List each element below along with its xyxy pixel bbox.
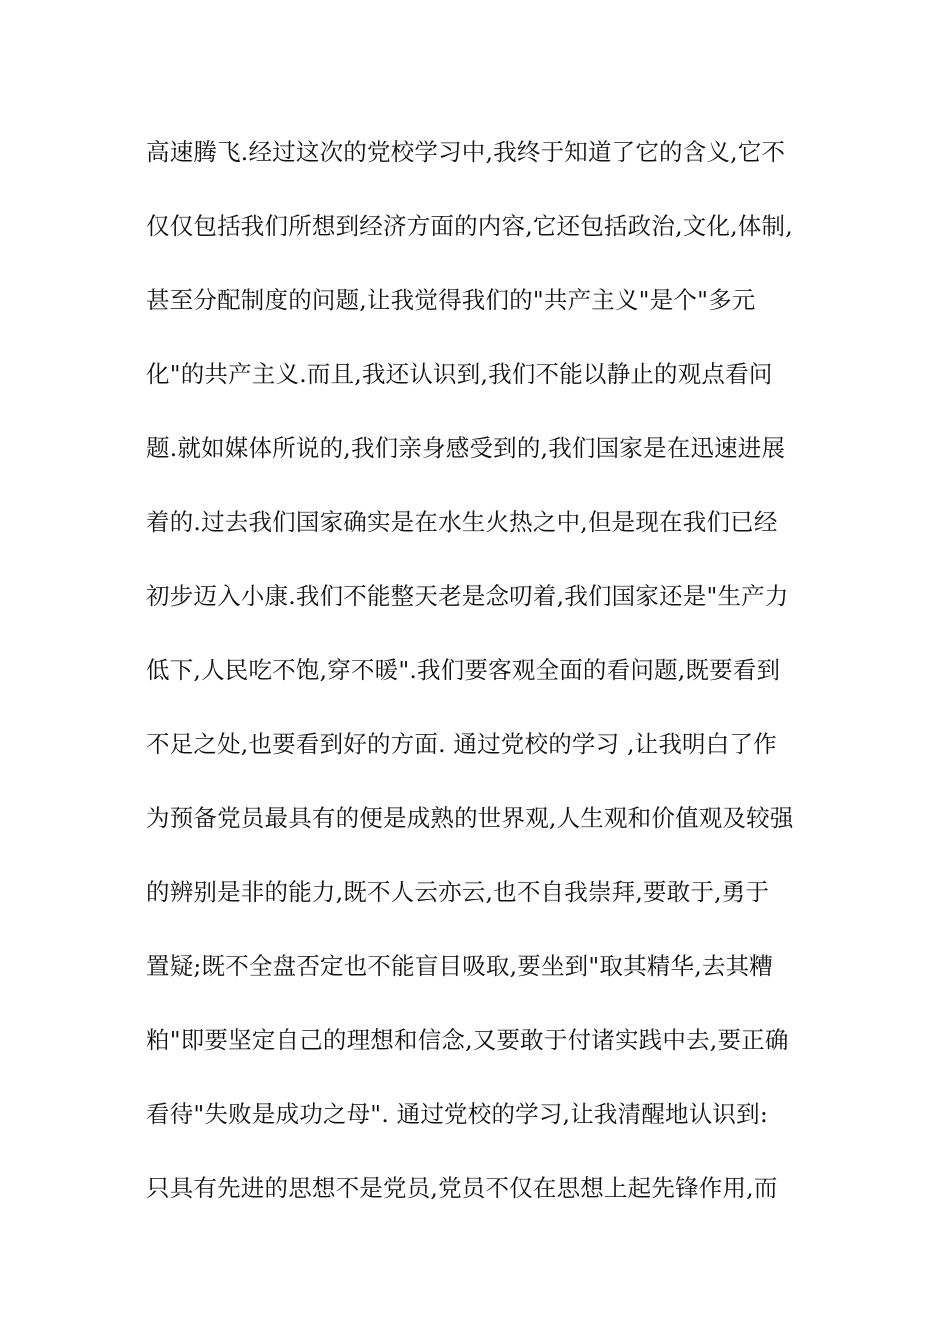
- text-line: 题.就如媒体所说的,我们亲身感受到的,我们国家是在迅速进展: [146, 434, 786, 462]
- text-line: 化"的共产主义.而且,我还认识到,我们不能以静止的观点看问: [146, 360, 773, 388]
- text-line: 的辨别是非的能力,既不人云亦云,也不自我崇拜,要敢于,勇于: [146, 878, 770, 906]
- text-line: 高速腾飞.经过这次的党校学习中,我终于知道了它的含义,它不: [146, 138, 786, 166]
- text-line: 不足之处,也要看到好的方面. 通过党校的学习 ,让我明白了作: [146, 730, 777, 758]
- text-line: 置疑;既不全盘否定也不能盲目吸取,要坐到"取其精华,去其糟: [146, 952, 773, 980]
- body-text: [146, 132, 816, 1242]
- text-line: 粕"即要坚定自己的理想和信念,又要敢于付诸实践中去,要正确: [146, 1026, 789, 1054]
- text-line: 只具有先进的思想不是党员,党员不仅在思想上起先锋作用,而: [146, 1174, 778, 1202]
- text-line: 低下,人民吃不饱,穿不暖".我们要客观全面的看问题,既要看到: [146, 656, 781, 684]
- text-line: 看待"失败是成功之母". 通过党校的学习,让我清醒地认识到:: [146, 1100, 768, 1128]
- text-line: 甚至分配制度的问题,让我觉得我们的"共产主义"是个"多元: [146, 286, 756, 314]
- text-line: 初步迈入小康.我们不能整天老是念叨着,我们国家还是"生产力: [146, 582, 789, 610]
- text-line: 仅仅包括我们所想到经济方面的内容,它还包括政治,文化,体制,: [146, 212, 793, 240]
- text-line: 为预备党员最具有的便是成熟的世界观,人生观和价值观及较强: [146, 804, 794, 832]
- text-line: 着的.过去我们国家确实是在水生火热之中,但是现在我们已经: [146, 508, 778, 536]
